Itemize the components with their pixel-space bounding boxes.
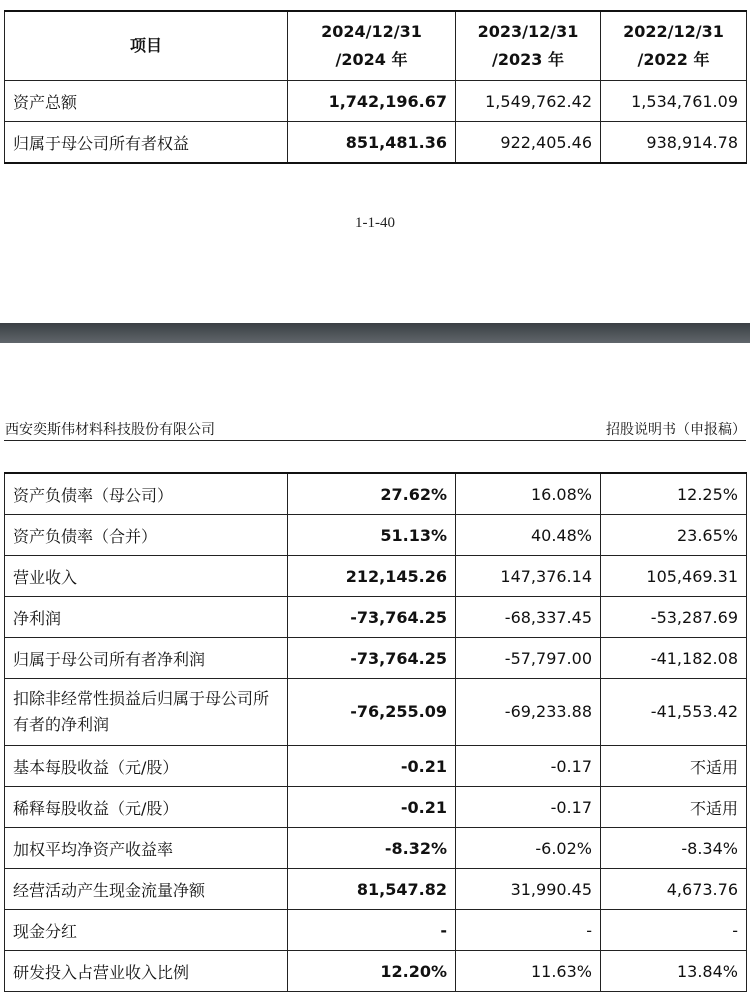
row-label: 稀释每股收益（元/股） <box>5 787 288 828</box>
value-2022: 938,914.78 <box>601 122 747 164</box>
table-row <box>5 746 747 787</box>
value-2022: 不适用 <box>601 746 747 787</box>
value-2024: 851,481.36 <box>288 122 456 164</box>
row-label: 扣除非经常性损益后归属于母公司所有者的净利润 <box>5 679 288 746</box>
table-header-row <box>5 11 747 81</box>
row-label: 营业收入 <box>5 556 288 597</box>
value-2024: -8.32% <box>288 828 456 869</box>
value-2022: 23.65% <box>601 515 747 556</box>
table-row <box>5 597 747 638</box>
table-row <box>5 515 747 556</box>
company-name: 西安奕斯伟材料科技股份有限公司 <box>5 422 215 438</box>
value-2023: -0.17 <box>456 746 601 787</box>
row-label: 经营活动产生现金流量净额 <box>5 869 288 910</box>
header-2024: 2024/12/31 /2024 年 <box>288 11 456 81</box>
value-2023: -68,337.45 <box>456 597 601 638</box>
table-row <box>5 679 747 746</box>
table-row <box>5 638 747 679</box>
row-label: 资产总额 <box>5 81 288 122</box>
value-2022: -41,553.42 <box>601 679 747 746</box>
page-number: 1-1-40 <box>355 215 395 231</box>
value-2023: 31,990.45 <box>456 869 601 910</box>
header-item: 项目 <box>5 11 288 81</box>
header-2022: 2022/12/31 /2022 年 <box>601 11 747 81</box>
financial-summary-table-top <box>4 10 747 164</box>
value-2023: -69,233.88 <box>456 679 601 746</box>
table-row <box>5 828 747 869</box>
table-row <box>5 910 747 951</box>
row-label: 资产负债率（合并） <box>5 515 288 556</box>
value-2024: -0.21 <box>288 746 456 787</box>
value-2024: -0.21 <box>288 787 456 828</box>
value-2022: 12.25% <box>601 473 747 515</box>
table-row <box>5 473 747 515</box>
value-2022: 4,673.76 <box>601 869 747 910</box>
value-2023: -0.17 <box>456 787 601 828</box>
value-2024: -73,764.25 <box>288 638 456 679</box>
value-2022: 105,469.31 <box>601 556 747 597</box>
value-2022: 13.84% <box>601 951 747 992</box>
header-2023: 2023/12/31 /2023 年 <box>456 11 601 81</box>
table-row <box>5 556 747 597</box>
value-2024: 212,145.26 <box>288 556 456 597</box>
value-2022: -8.34% <box>601 828 747 869</box>
row-label: 归属于母公司所有者权益 <box>5 122 288 164</box>
value-2023: -6.02% <box>456 828 601 869</box>
table-row <box>5 122 747 164</box>
value-2022: -41,182.08 <box>601 638 747 679</box>
value-2024: 81,547.82 <box>288 869 456 910</box>
header-divider <box>4 440 746 441</box>
value-2023: -57,797.00 <box>456 638 601 679</box>
value-2024: - <box>288 910 456 951</box>
value-2023: 40.48% <box>456 515 601 556</box>
value-2024: 27.62% <box>288 473 456 515</box>
document-type: 招股说明书（申报稿） <box>606 422 746 438</box>
row-label: 研发投入占营业收入比例 <box>5 951 288 992</box>
financial-summary-table-bottom <box>4 472 747 992</box>
value-2023: 16.08% <box>456 473 601 515</box>
value-2024: -76,255.09 <box>288 679 456 746</box>
value-2022: 不适用 <box>601 787 747 828</box>
value-2023: - <box>456 910 601 951</box>
value-2023: 922,405.46 <box>456 122 601 164</box>
row-label: 加权平均净资产收益率 <box>5 828 288 869</box>
table-row <box>5 951 747 992</box>
value-2022: - <box>601 910 747 951</box>
value-2024: -73,764.25 <box>288 597 456 638</box>
table-row <box>5 81 747 122</box>
value-2023: 11.63% <box>456 951 601 992</box>
value-2024: 51.13% <box>288 515 456 556</box>
table-row <box>5 869 747 910</box>
row-label: 归属于母公司所有者净利润 <box>5 638 288 679</box>
table-row <box>5 787 747 828</box>
value-2024: 12.20% <box>288 951 456 992</box>
row-label: 资产负债率（母公司） <box>5 473 288 515</box>
value-2023: 147,376.14 <box>456 556 601 597</box>
value-2022: 1,534,761.09 <box>601 81 747 122</box>
value-2023: 1,549,762.42 <box>456 81 601 122</box>
value-2024: 1,742,196.67 <box>288 81 456 122</box>
value-2022: -53,287.69 <box>601 597 747 638</box>
row-label: 基本每股收益（元/股） <box>5 746 288 787</box>
row-label: 净利润 <box>5 597 288 638</box>
row-label: 现金分红 <box>5 910 288 951</box>
page-break-bar <box>0 323 750 343</box>
